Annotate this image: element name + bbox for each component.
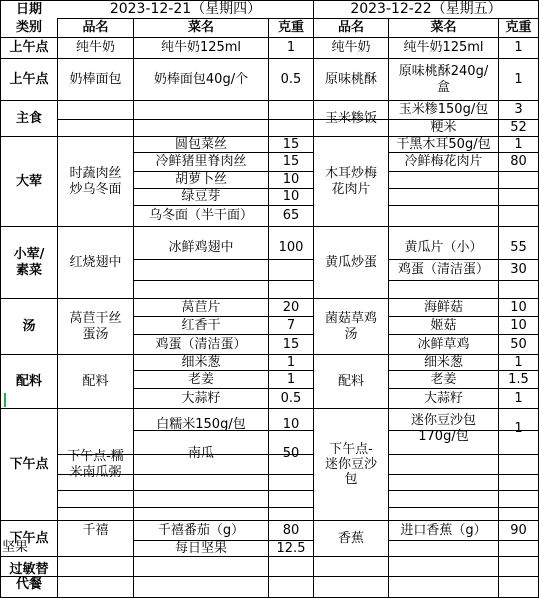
day2-dish-col: 品名: [337, 20, 364, 36]
day2-weight: 55: [510, 240, 527, 256]
day2-item: 海鲜菇: [423, 299, 463, 315]
day1-weight: 100: [278, 240, 304, 256]
day1-item: 圆包菜丝: [174, 137, 227, 152]
category-meat: 大荤: [15, 173, 42, 189]
day1-item: 纯牛奶125ml: [160, 40, 242, 56]
grid-line: [133, 119, 314, 120]
grid-line: [388, 490, 539, 491]
grid-line: [133, 474, 314, 475]
day2-weight: 1: [514, 420, 523, 436]
day1-dish: 千禧: [82, 522, 109, 538]
day2-weight: 30: [510, 262, 527, 278]
grid-line: [57, 119, 134, 120]
day1-weight: 7: [286, 317, 296, 333]
day1-item: 莴苣片: [181, 299, 221, 315]
grid-line: [388, 474, 539, 475]
grid-line: [388, 507, 539, 508]
day1-item: 奶棒面包40g/个: [153, 71, 249, 87]
day2-item: 进口香蕉（g）: [400, 522, 487, 538]
day2-dish: 香蕉: [337, 530, 364, 546]
day1-item: 千禧番茄（g）: [157, 522, 245, 538]
day2-weight: 3: [514, 102, 523, 118]
category-seasoning: 配料: [15, 373, 42, 389]
grid-line: [388, 454, 539, 455]
day1-weight: 1: [286, 40, 296, 56]
day1-weight: 15: [282, 137, 300, 152]
day1-item: 鸡蛋（清洁蛋）: [155, 336, 247, 352]
day1-dish: 莴苣干丝 蛋汤: [69, 311, 122, 342]
day1-dish: 坚果: [2, 539, 29, 555]
day2-dish: 菌菇草鸡 汤: [324, 311, 377, 342]
day1-dish: 红烧翅中: [69, 254, 122, 270]
day1-item: 大蒜籽: [181, 390, 221, 406]
day1-weight: 12.5: [276, 541, 306, 556]
day2-item: 纯牛奶125ml: [403, 40, 484, 56]
day1-item: 每日坚果: [174, 541, 227, 556]
day1-weight: 1: [286, 371, 296, 387]
grid-line: [133, 507, 314, 508]
day2-item: 干黑木耳50g/包: [396, 137, 491, 152]
day1-weight: 10: [282, 189, 300, 205]
day2-weight: 1: [514, 390, 523, 406]
grid-line: [388, 188, 539, 189]
day1-item: 细米葱: [181, 355, 221, 370]
day2-item: 粳米: [430, 120, 457, 136]
category-veg: 小荤/ 素菜: [13, 247, 45, 278]
category-soup: 汤: [22, 318, 36, 334]
day2-weight: 50: [510, 336, 527, 352]
date-label: 日期: [15, 1, 42, 17]
grid-line: [388, 280, 539, 281]
day2-weight: 80: [510, 154, 527, 170]
day2-date: 2023-12-22（星期五）: [350, 1, 502, 18]
day1-item: 老姜: [187, 371, 214, 387]
day2-item: 老姜: [430, 371, 457, 387]
category-staple: 主食: [15, 110, 42, 126]
category-snack-am: 上午点: [9, 40, 49, 56]
day1-weight: 65: [282, 208, 300, 224]
grid-line: [0, 556, 539, 557]
day1-date: 2023-12-21（星期四）: [109, 1, 262, 18]
day1-weight: 15: [282, 154, 300, 170]
day2-dish: 原味桃酥: [324, 71, 377, 87]
day2-weight: 1.5: [508, 371, 529, 387]
day2-dish: 玉米糁饭: [324, 110, 377, 126]
grid-line: [388, 540, 539, 541]
day1-item: 白糯米150g/包: [156, 416, 246, 432]
day2-weight: 1: [514, 355, 523, 370]
day1-weight: 10: [282, 416, 300, 432]
day1-weight: 80: [282, 522, 300, 538]
day2-item: 原味桃酥240g/ 盒: [398, 64, 489, 95]
day2-weight: 90: [510, 522, 527, 538]
day1-item: 乌冬面（半干面）: [148, 208, 253, 224]
category-snack-pm: 下午点: [9, 456, 49, 472]
category-snack-am2: 上午点: [9, 71, 49, 87]
day2-weight-col: 克重: [505, 20, 532, 36]
day2-dish: 黄瓜炒蛋: [324, 254, 377, 270]
day2-item-col: 菜名: [430, 20, 457, 36]
day2-item: 姬菇: [430, 317, 457, 333]
day1-dish: 奶棒面包: [69, 71, 122, 87]
day2-weight: 1: [514, 137, 523, 152]
day1-dish: 配料: [82, 373, 109, 389]
day1-weight: 1: [286, 355, 296, 370]
day2-weight: 10: [510, 299, 527, 315]
day2-item: 细米葱: [423, 355, 463, 370]
grid-line: [388, 205, 539, 206]
day1-dish: 时蔬肉丝 炒乌冬面: [69, 166, 122, 197]
day1-weight-col: 克重: [277, 20, 304, 36]
day1-weight: 0.5: [280, 390, 302, 406]
day2-weight: 1: [514, 71, 523, 87]
day1-weight: 0.5: [280, 71, 302, 87]
day2-dish: 木耳炒梅 花肉片: [324, 166, 377, 197]
grid-line: [133, 259, 314, 260]
day1-weight: 20: [282, 299, 300, 315]
day2-item: 冰鲜草鸡: [417, 336, 470, 352]
day1-item: 红香干: [181, 317, 221, 333]
grid-line: [133, 280, 314, 281]
day1-weight: 10: [282, 172, 300, 188]
day1-dish: 纯牛奶: [75, 40, 115, 56]
grid-line: [133, 490, 314, 491]
category-snack-pm2: 下午点: [9, 530, 49, 546]
day1-item: 绿豆芽: [181, 189, 221, 205]
day1-item: 冷鲜猪里脊肉丝: [155, 154, 247, 170]
day1-item-col: 菜名: [187, 20, 214, 36]
day1-item: 冰鲜鸡翅中: [168, 240, 234, 256]
day2-dish: 纯牛奶: [331, 40, 371, 56]
day1-dish-col: 品名: [82, 20, 109, 36]
day2-item: 迷你豆沙包 170g/包: [410, 413, 476, 444]
day2-weight: 52: [510, 120, 527, 136]
day1-weight: 50: [282, 445, 300, 461]
day2-item: 大蒜籽: [423, 390, 463, 406]
day2-weight: 10: [510, 317, 527, 333]
day2-item: 黄瓜片（小）: [404, 240, 483, 256]
day2-item: 鸡蛋（清洁蛋）: [397, 262, 489, 278]
grid-line: [0, 576, 539, 577]
day1-item: 胡萝卜丝: [174, 172, 227, 188]
day1-dish: 下午点-糯 米南瓜粥: [67, 449, 124, 480]
category-header: 类别: [15, 20, 42, 36]
day2-item: 冷鲜梅花肉片: [404, 154, 483, 170]
category-allergy: 过敏替 代餐: [9, 561, 49, 592]
day2-dish: 下午点- 迷你豆沙 包: [324, 441, 377, 488]
day1-weight: 15: [282, 336, 300, 352]
day2-weight: 1: [514, 40, 523, 56]
day1-item: 南瓜: [187, 445, 214, 461]
grid-line: [388, 171, 539, 172]
day2-dish: 配料: [337, 373, 364, 389]
day2-item: 玉米糁150g/包: [398, 102, 489, 118]
